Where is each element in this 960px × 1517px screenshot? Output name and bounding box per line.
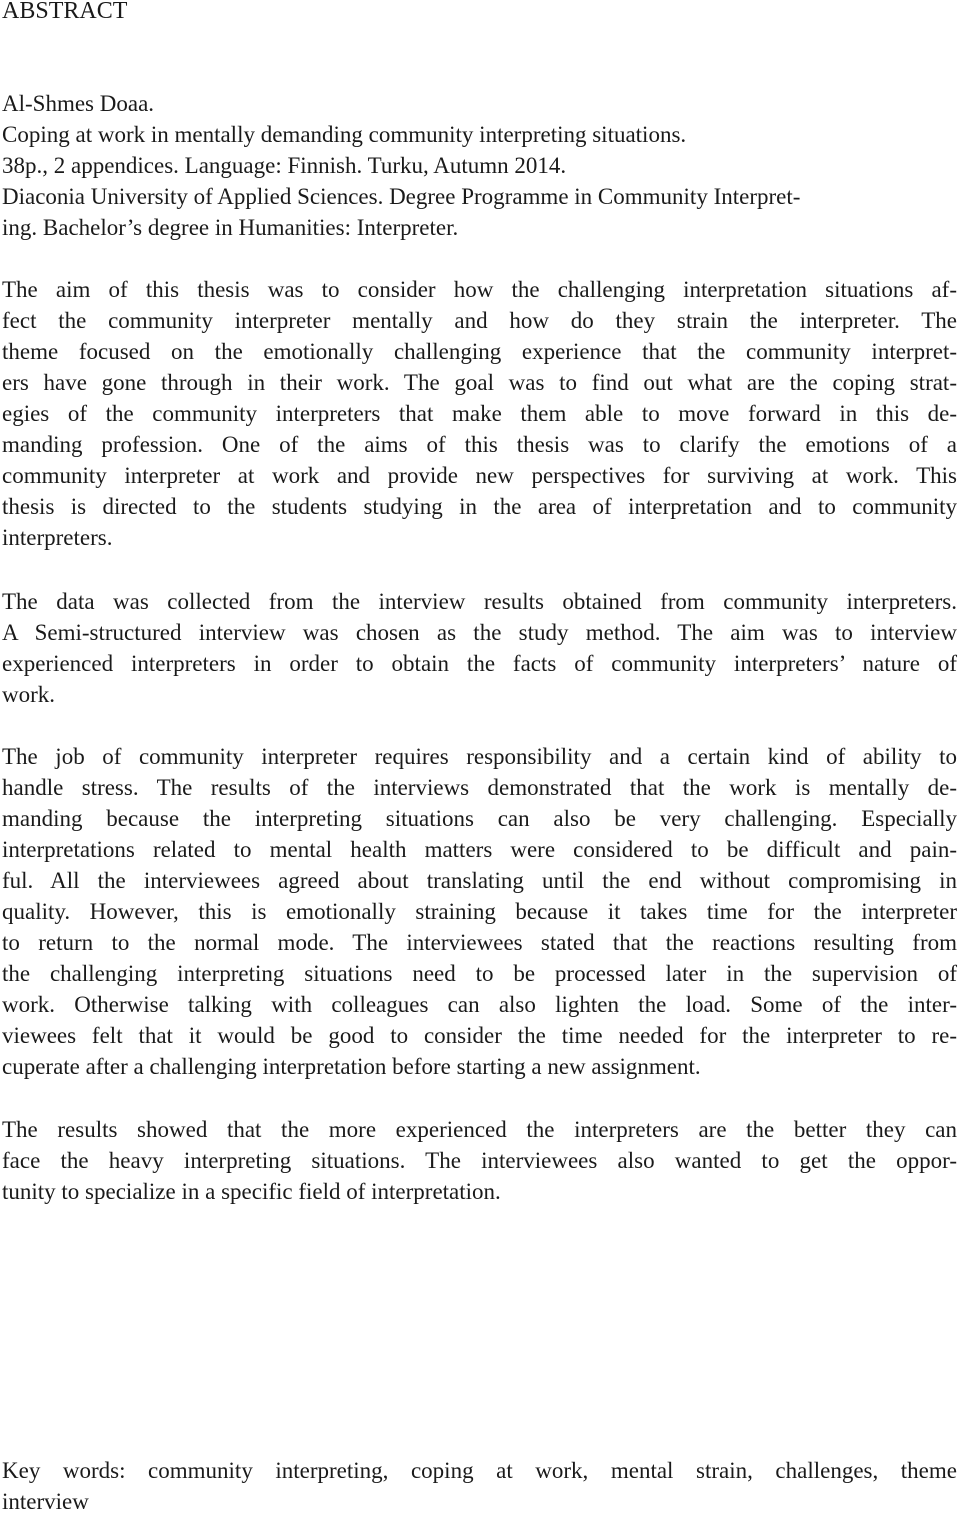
paragraph-line: interpreters.	[2, 525, 113, 550]
paragraph-line: manding profession. One of the aims of this thesis was to clarify the emotions of a	[2, 432, 957, 457]
page-title: ABSTRACT	[2, 0, 128, 24]
paragraph-line: The data was collected from the interview results obtained from community interpreters.	[2, 589, 957, 614]
paragraph-line: manding because the interpreting situations can also be very challenging. Especially	[2, 806, 957, 831]
keywords-line: Key words: community interpreting, coping at work, mental strain, challenges, theme	[2, 1458, 957, 1483]
paragraph-line: the challenging interpreting situations need to be processed later in the supervision of	[2, 961, 957, 986]
paragraph-line: fect the community interpreter mentally and how do they strain the interpreter. The	[2, 308, 957, 333]
keywords-line: interview	[2, 1489, 89, 1514]
paragraph-line: to return to the normal mode. The interviewees stated that the reactions resulting from	[2, 930, 957, 955]
paragraph-line: The job of community interpreter requires responsibility and a certain kind of ability to	[2, 744, 957, 769]
keywords	[2, 1455, 957, 1517]
paragraph-line: work. Otherwise talking with colleagues can also lighten the load. Some of the inter-	[2, 992, 957, 1017]
thesis-details-line: 38p., 2 appendices. Language: Finnish. Turku, Autumn 2014.	[2, 153, 567, 178]
paragraph-line: The results showed that the more experienced the interpreters are the better they can	[2, 1117, 957, 1142]
paragraph-line: The aim of this thesis was to consider how the challenging interpretation situations af-	[2, 277, 957, 302]
abstract-paragraph-conclusion	[2, 1114, 957, 1207]
bibliographic-info	[2, 88, 957, 243]
paragraph-line: experienced interpreters in order to obtain the facts of community interpreters’ nature of	[2, 651, 957, 676]
paragraph-line: egies of the community interpreters that make them able to move forward in this de-	[2, 401, 957, 426]
paragraph-line: thesis is directed to the students studying in the area of interpretation and to community	[2, 494, 957, 519]
paragraph-line: ful. All the interviewees agreed about translating until the end without compromising in	[2, 868, 957, 893]
paragraph-line: face the heavy interpreting situations. The interviewees also wanted to get the oppor-	[2, 1148, 957, 1173]
paragraph-line: interpretations related to mental health matters were considered to be difficult and pain-	[2, 837, 957, 862]
paragraph-line: handle stress. The results of the interviews demonstrated that the work is mentally de-	[2, 775, 957, 800]
paragraph-line: viewees felt that it would be good to consider the time needed for the interpreter to re-	[2, 1023, 957, 1048]
paragraph-line: A Semi-structured interview was chosen as the study method. The aim was to interview	[2, 620, 957, 645]
abstract-paragraph-results	[2, 741, 957, 1082]
paragraph-line: tunity to specialize in a specific field of interpretation.	[2, 1179, 501, 1204]
author-line: Al-Shmes Doaa.	[2, 91, 155, 116]
paragraph-line: ers have gone through in their work. The goal was to find out what are the coping strat-	[2, 370, 957, 395]
degree-line: ing. Bachelor’s degree in Humanities: Interpreter.	[2, 215, 459, 240]
paragraph-line: quality. However, this is emotionally straining because it takes time for the interpreter	[2, 899, 957, 924]
paragraph-line: theme focused on the emotionally challenging experience that the community interpret-	[2, 339, 957, 364]
abstract-paragraph-data	[2, 586, 957, 710]
paragraph-line: work.	[2, 682, 56, 707]
abstract-paragraph-aim	[2, 274, 957, 553]
paragraph-line: cuperate after a challenging interpretation before starting a new assignment.	[2, 1054, 701, 1079]
institution-line: Diaconia University of Applied Sciences. Degree Programme in Community Interpret-	[2, 184, 801, 209]
thesis-title-line: Coping at work in mentally demanding community interpreting situations.	[2, 122, 687, 147]
paragraph-line: community interpreter at work and provide new perspectives for surviving at work. This	[2, 463, 957, 488]
